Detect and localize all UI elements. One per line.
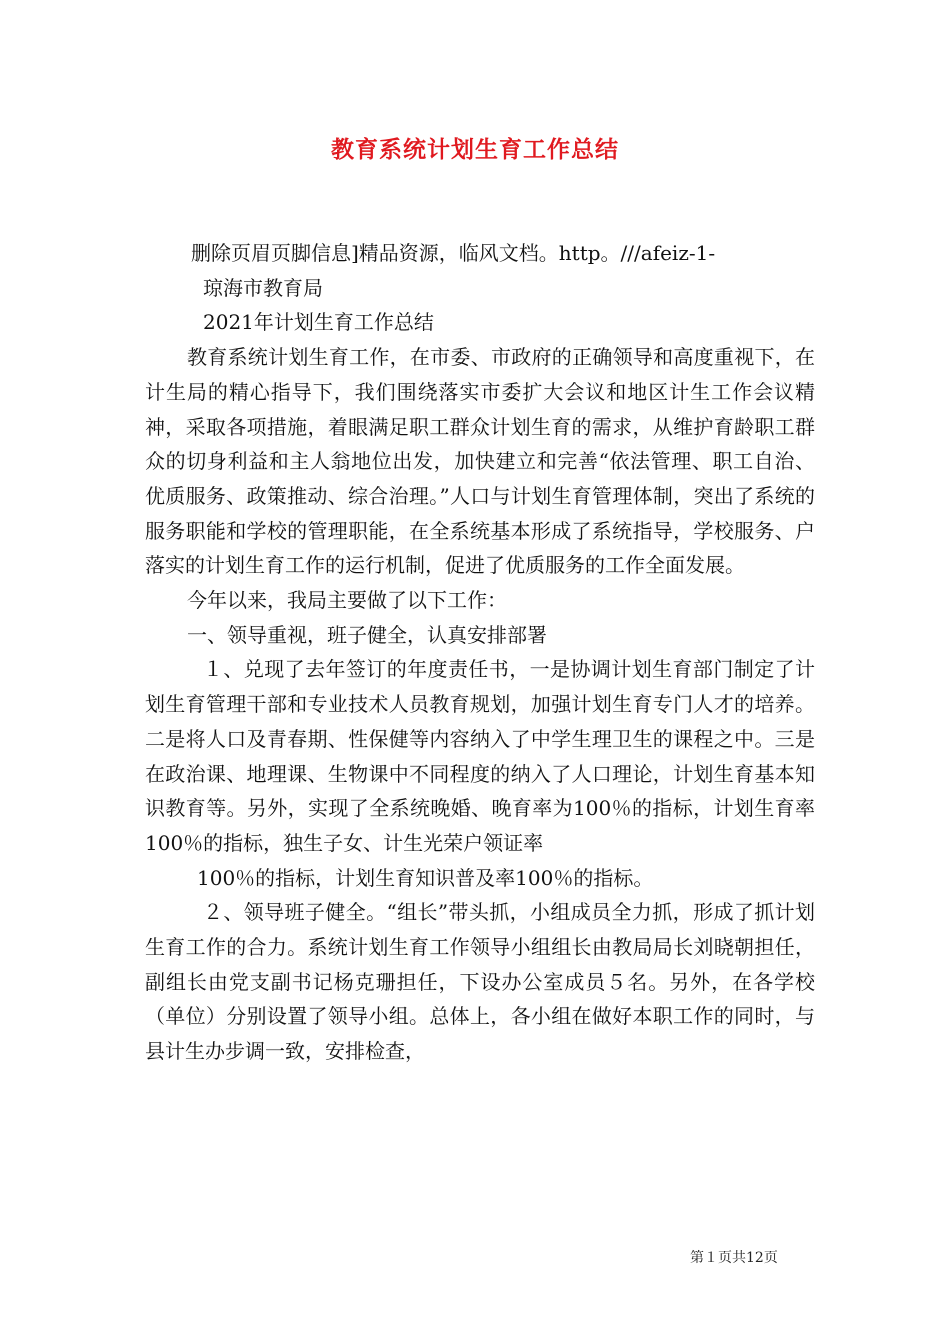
intro-paragraph: 教育系统计划生育工作，在市委、市政府的正确领导和高度重视下，在计生局的精心指导下，我们围绕落实市委扩大会议和地区计生工作会议精神，采取各项措施，着眼满足职工群众计划生育的需求，从维护育龄职工群众的切身利益和主人翁地位出发，加快建立和完善“依法管理、职工自治、优质服务、政策推动、综合治理。”人口与计划生育管理体制，突出了系统的服务职能和学校的管理职能，在全系统基本形成了系统指导，学校服务、户落实的计划生育工作的运行机制，促进了优质服务的工作全面发展。	[145, 345, 815, 578]
document-body	[145, 236, 815, 1069]
item-1-continuation: 100％的指标，计划生育知识普及率100％的指标。	[197, 865, 654, 890]
header-note: 删除页眉页脚信息]精品资源，临风文档。http。///afeiz-1-	[191, 241, 716, 265]
subtitle-line: 2021年计划生育工作总结	[203, 310, 434, 335]
section-heading: 一、领导重视，班子健全，认真安排部署	[187, 622, 547, 647]
document-title: 教育系统计划生育工作总结	[331, 136, 619, 163]
item-2-paragraph: ２、领导班子健全。“组长”带头抓，小组成员全力抓，形成了抓计划生育工作的合力。系统计划生育工作领导小组组长由教局局长刘晓朝担任，副组长由党支副书记杨克珊担任，下设办公室成员５名。另外，在各学校（单位）分别设置了领导小组。总体上，各小组在做好本职工作的同时，与县计生办步调一致，安排检查，	[145, 900, 815, 1064]
page-number: 第１页共12页	[690, 1250, 778, 1266]
item-1-paragraph: １、兑现了去年签订的年度责任书，一是协调计划生育部门制定了计划生育管理干部和专业技术人员教育规划，加强计划生育专门人才的培养。二是将人口及青春期、性保健等内容纳入了中学生理卫生的课程之中。三是在政治课、地理课、生物课中不同程度的纳入了人口理论，计划生育基本知识教育等。另外，实现了全系统晚婚、晚育率为100％的指标，计划生育率100％的指标，独生子女、计生光荣户领证率	[145, 657, 815, 855]
work-summary-line: 今年以来，我局主要做了以下工作：	[187, 588, 507, 613]
organization-line: 琼海市教育局	[203, 275, 323, 300]
